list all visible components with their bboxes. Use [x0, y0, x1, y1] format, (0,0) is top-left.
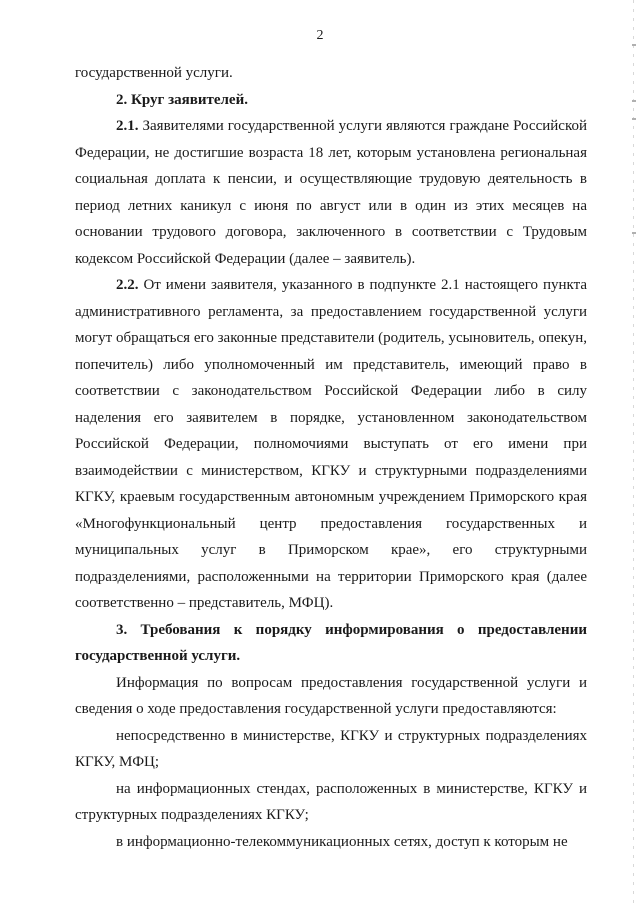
- paragraph-2-1: [75, 113, 587, 272]
- clause-text-2-2: От имени заявителя, указанного в подпункте 2.1 настоящего пункта административного регламента, за предоставлением государственной услуги могут обращаться его законные представители (родитель, усыновитель, опекун, попечитель) либо уполномоченный им представитель, имеющий право в соответствии с законодательством Российской Федерации либо в силу наделения его заявителем в порядке, установленном законодательством Российской Федерации, полномочиями выступать от его имени при взаимодействии с министерством, КГКУ и структурными подразделениями КГКУ, краевым государственным автономным учреждением Приморского края «Многофункциональный центр предоставления государственных и муниципальных услуг в Приморском крае», его структурными подразделениями, расположенными на территории Приморского края (далее соответственно – представитель, МФЦ).: [75, 277, 588, 611]
- scan-mark: [632, 44, 636, 46]
- clause-number-2-2: 2.2.: [116, 277, 139, 293]
- paragraph-continuation: государственной услуги.: [75, 65, 233, 81]
- scan-mark: [632, 118, 636, 120]
- scan-mark: [632, 232, 636, 234]
- paragraph-3-intro: Информация по вопросам предоставления государственной услуги и сведения о ходе предоставления государственной услуги предоставляются:: [75, 674, 587, 717]
- clause-text-2-1: Заявителями государственной услуги являются граждане Российской Федерации, не достигшие возраста 18 лет, которым установлена региональная социальная доплата к пенсии, и осуществляющие трудовую деятельность в период летних каникул с июня по август или в один из этих месяцев на основании трудового договора, заключенного в соответствии с Трудовым кодексом Российской Федерации (далее – заявитель).: [75, 118, 588, 267]
- scan-edge-artifact: [633, 0, 634, 905]
- paragraph-2-2: [75, 272, 587, 617]
- page-number: 2: [316, 28, 324, 43]
- paragraph-3-item-3: в информационно-телекоммуникационных сетях, доступ к которым не: [116, 833, 568, 850]
- scan-mark: [632, 100, 636, 102]
- section-heading-2: 2. Круг заявителей.: [116, 91, 248, 108]
- clause-number-2-1: 2.1.: [116, 118, 139, 134]
- section-heading-3: 3. Требования к порядку информирования о предоставлении государственной услуги.: [75, 621, 587, 664]
- paragraph-3-item-1: непосредственно в министерстве, КГКУ и структурных подразделениях КГКУ, МФЦ;: [75, 727, 587, 770]
- document-body: [75, 60, 587, 855]
- paragraph-3-item-2: на информационных стендах, расположенных в министерстве, КГКУ и структурных подразделениях КГКУ;: [75, 780, 587, 823]
